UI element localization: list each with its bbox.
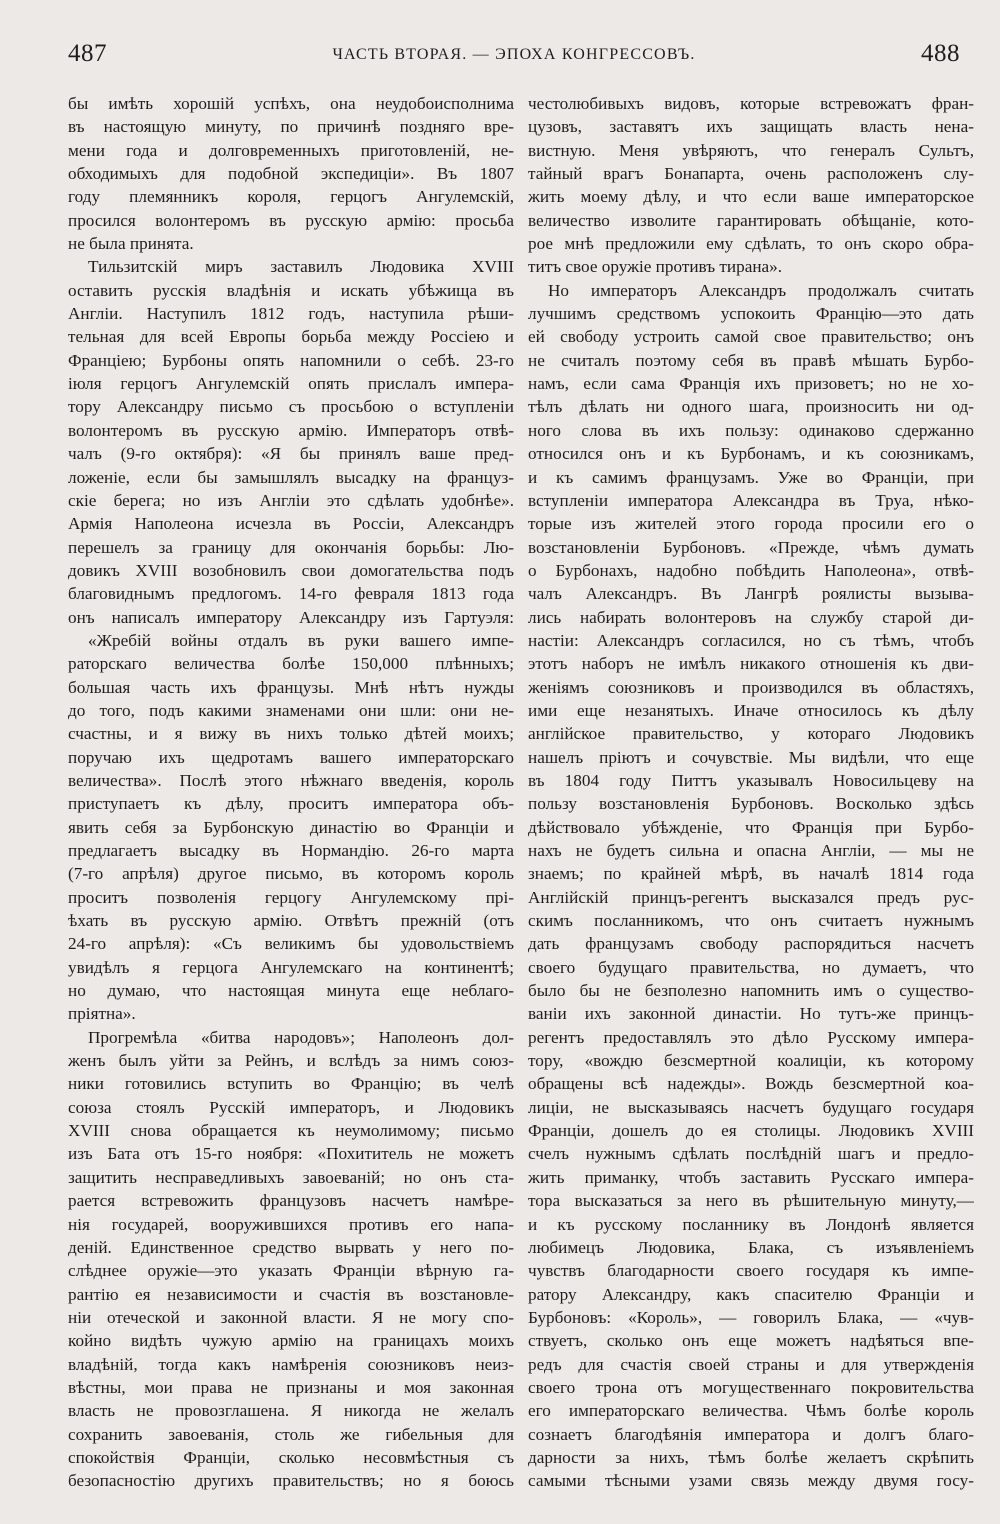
text-line: тору, «вождю безсмертной коалиціи, къ которому xyxy=(528,1051,974,1071)
text-line: его императорскаго величества. Чѣмъ болѣе король xyxy=(528,1401,974,1421)
text-line: Англіи. Наступилъ 1812 годъ, наступила рѣши- xyxy=(68,304,514,324)
text-line: до того, подъ какими знаменами они шли: они не- xyxy=(68,700,514,720)
text-line: мени года и долговременныхъ приготовленій, не- xyxy=(68,140,514,160)
text-line: не была принята. xyxy=(68,234,194,254)
text-line: тору Александру письмо съ просьбою о вступленіи xyxy=(68,397,514,417)
text-line: довикъ XVIII возобновилъ свои домогательства подъ xyxy=(68,560,514,580)
text-line: ратору Александру, какъ спасителю Франціи и xyxy=(528,1284,974,1304)
text-line: величество изволите гарантировать обѣщаніе, кото- xyxy=(528,210,974,230)
text-line: скіе берега; но изъ Англіи это сдѣлать удобнѣе». xyxy=(68,490,514,510)
text-line: но думаю, что настоящая минута еще неблаго- xyxy=(68,981,514,1001)
text-line: защитить несправедливыхъ завоеваній; но онъ ста- xyxy=(68,1167,514,1187)
text-line: благовиднымъ предлогомъ. 14-го февраля 1813 года xyxy=(68,584,514,604)
text-line: было бы не безполезно напомнить имъ о существо- xyxy=(528,981,974,1001)
text-line: увидѣлъ я герцога Ангулемскаго на континентѣ; xyxy=(68,957,514,977)
text-line: ѣхать въ русскую армію. Отвѣтъ прежній (отъ xyxy=(68,911,514,931)
text-line: и къ самимъ французамъ. Уже во Франціи, при xyxy=(528,467,974,487)
text-line: возстановленіи Бурбоновъ. «Прежде, чѣмъ думать xyxy=(528,537,974,557)
running-title: ЧАСТЬ ВТОРАЯ. — ЭПОХА КОНГРЕССОВЪ. xyxy=(332,46,696,63)
text-line: чалъ (9-го октября): «Я бы принялъ ваше пред- xyxy=(68,444,514,464)
text-line: дѣйствовало убѣжденіе, что Франція при Бурбо- xyxy=(528,817,974,837)
right-text-column xyxy=(528,92,974,1493)
text-line: обращены всѣ надежды». Вождь безсмертной коа- xyxy=(528,1074,974,1094)
text-line: ваніи ихъ законной династіи. Но тутъ-же принцъ- xyxy=(528,1004,974,1024)
text-line: дать французамъ свободу распорядиться насчетъ xyxy=(528,934,974,954)
text-line: изъ Бата отъ 15-го ноября: «Похититель не можетъ xyxy=(68,1144,514,1164)
text-line: пользу возстановленія Бурбоновъ. Восколько здѣсь xyxy=(528,794,974,814)
text-line: въ настоящую минуту, по причинѣ поздняго вре- xyxy=(68,117,514,137)
text-line: раторскаго величества болѣе 150,000 плѣнныхъ; xyxy=(68,654,514,674)
text-line: вистную. Меня увѣряютъ, что генералъ Сультъ, xyxy=(528,140,974,160)
text-line: ствуетъ, сколько онъ еще можетъ надѣяться впе- xyxy=(528,1331,974,1351)
text-line: лись набирать волонтеровъ на службу старой ди- xyxy=(528,607,974,627)
text-line: жить приманку, чтобъ заставить Русскаго импера- xyxy=(528,1167,974,1187)
text-line: редъ для счастія своей страны и для утвержденія xyxy=(528,1354,974,1374)
text-line: приступаетъ къ дѣлу, проситъ императора объ- xyxy=(68,794,514,814)
text-line: любимецъ Людовика, Блака, съ изъявленіемъ xyxy=(528,1237,974,1257)
text-line: и къ русскому посланнику въ Лондонѣ является xyxy=(528,1214,974,1234)
text-line: XVIII снова обращается къ неумолимому; письмо xyxy=(68,1121,514,1141)
running-head xyxy=(68,40,960,74)
text-line: власть не провозглашена. Я никогда не желалъ xyxy=(68,1401,514,1421)
text-line: знаемъ; по крайней мѣрѣ, въ началѣ 1814 года xyxy=(528,864,974,884)
text-line: Но императоръ Александръ продолжалъ считать xyxy=(548,280,974,300)
text-line: онъ написалъ императору Александру изъ Гартуэля: xyxy=(68,607,514,627)
text-line: скимъ посланникомъ, что онъ считаетъ нужнымъ xyxy=(528,911,974,931)
text-line: союза стоялъ Русскій императоръ, и Людовикъ xyxy=(68,1097,514,1117)
text-line: относился онъ и къ Бурбонамъ, и къ союзникамъ, xyxy=(528,444,974,464)
text-line: ніи отеческой и законной власти. Я не могу спо- xyxy=(68,1307,514,1327)
text-line: пріятна». xyxy=(68,1004,136,1024)
text-line: просился волонтеромъ въ русскую армію: просьба xyxy=(68,210,514,230)
text-line: нія государей, вооружившихся противъ его напа- xyxy=(68,1214,514,1234)
text-line: самыми тѣсными узами связь между двумя госу- xyxy=(528,1471,974,1491)
text-line: тѣлъ дѣлать ни одного шага, произносить ни од- xyxy=(528,397,974,417)
text-line: 24-го апрѣля): «Съ великимъ бы удовольствіемъ xyxy=(68,934,514,954)
text-line: настіи: Александръ согласился, но съ тѣмъ, чтобъ xyxy=(528,630,974,650)
left-text-column xyxy=(68,92,514,1493)
text-line: не считалъ поэтому себя въ правѣ мѣшать Бурбо- xyxy=(528,350,974,370)
text-line: перешелъ за границу для окончанія борьбы: Лю- xyxy=(68,537,514,557)
text-line: безопасностію другихъ правительствъ; но я боюсь xyxy=(68,1471,514,1491)
text-line: большая часть ихъ французы. Мнѣ нѣтъ нужды xyxy=(68,677,514,697)
text-line: слѣднее оружіе—это указать Франціи вѣрную га- xyxy=(68,1261,514,1281)
text-line: регентъ предоставлялъ это дѣло Русскому импера- xyxy=(528,1027,974,1047)
text-line: (7-го апрѣля) другое письмо, въ которомъ король xyxy=(68,864,514,884)
text-line: дарности за нихъ, тѣмъ болѣе желаетъ скрѣпить xyxy=(528,1447,974,1467)
text-line: вѣстны, мои права не признаны и моя законная xyxy=(68,1377,514,1397)
text-line: нашелъ пріютъ и сочувствіе. Мы видѣли, что еще xyxy=(528,747,974,767)
text-line: рое мнѣ предложили ему сдѣлать, то онъ скоро обра- xyxy=(528,234,974,254)
text-line: о Бурбонахъ, надобно побѣдить Наполеона», отвѣ- xyxy=(528,560,974,580)
text-line: оставить русскія владѣнія и искать убѣжища въ xyxy=(68,280,514,300)
page-number-left: 487 xyxy=(68,40,107,67)
text-line: проситъ позволенія герцогу Ангулемскому прі- xyxy=(68,887,514,907)
text-line: «Жребій войны отдалъ въ руки вашего импе- xyxy=(88,630,514,650)
text-line: счастны, и я вижу въ нихъ только дѣтей моихъ; xyxy=(68,724,514,744)
text-line: деній. Единственное средство вырвать у него по- xyxy=(68,1237,514,1257)
text-line: титъ свое оружіе противъ тирана». xyxy=(528,257,783,277)
text-line: этотъ наборъ не имѣлъ никакого отношенія къ дви- xyxy=(528,654,974,674)
text-line: своего будущаго правительства, но думаетъ, что xyxy=(528,957,974,977)
text-line: бы имѣть хорошій успѣхъ, она неудобоисполнима xyxy=(68,94,514,113)
text-line: жить моему дѣлу, и что если ваше императорское xyxy=(528,187,974,207)
text-line: койно видѣть чужую армію на границахъ моихъ xyxy=(68,1331,514,1351)
text-line: сохранить завоеванія, столь же гибельныя для xyxy=(68,1424,514,1444)
text-line: Англійскій принцъ-регентъ высказался предъ рус- xyxy=(528,887,974,907)
text-line: чувствъ благодарности своего государя къ импе- xyxy=(528,1261,974,1281)
text-line: въ 1804 году Питтъ указывалъ Новосильцеву на xyxy=(528,770,974,790)
text-line: нахъ не будетъ сильна и опасна Англіи, — мы не xyxy=(528,841,974,860)
text-line: поручаю ихъ щедротамъ вашего императорскаго xyxy=(68,747,514,767)
text-line: Тильзитскій миръ заставилъ Людовика XVIII xyxy=(88,257,514,277)
text-line: своего трона отъ могущественнаго покровительства xyxy=(528,1377,974,1397)
text-line: торые изъ жителей этого города просили его о xyxy=(528,514,974,534)
text-line: предлагаетъ высадку въ Нормандію. 26-го марта xyxy=(68,841,514,860)
text-line: ного слова въ ихъ пользу: одинаково сдержанно xyxy=(528,420,974,440)
text-line: англійское правительство, у котораго Людовикъ xyxy=(528,724,974,744)
text-line: цузовъ, заставятъ ихъ защищать власть нена- xyxy=(528,117,974,137)
page-number-right: 488 xyxy=(921,40,960,67)
text-line: величества». Послѣ этого нѣжнаго введенія, король xyxy=(68,770,514,790)
text-line: ники готовились вступить во Францію; въ челѣ xyxy=(68,1074,514,1094)
text-line: чалъ Александръ. Въ Лангрѣ роялисты вызыва- xyxy=(528,584,974,604)
text-line: волонтеромъ въ русскую армію. Императоръ отвѣ- xyxy=(68,420,514,440)
text-line: Прогремѣла «битва народовъ»; Наполеонъ дол- xyxy=(88,1027,514,1047)
text-line: рантію ея независимости и счастія въ возстановле- xyxy=(68,1284,514,1304)
text-line: лиціи, не высказываясь насчетъ будущаго государя xyxy=(528,1097,974,1117)
text-line: ими еще незанятыхъ. Иначе относилось къ дѣлу xyxy=(528,700,974,720)
text-line: тельная для всей Европы борьба между Россіею и xyxy=(68,327,514,347)
text-line: Франціи, дошелъ до ея столицы. Людовикъ XVIII xyxy=(528,1121,974,1141)
text-line: тайный врагъ Бонапарта, очень расположенъ слу- xyxy=(528,164,974,184)
text-line: женіямъ союзниковъ и производился въ областяхъ, xyxy=(528,677,974,697)
text-line: Бурбоновъ: «Король», — говорилъ Блака, — «чув- xyxy=(528,1307,974,1327)
text-line: счелъ нужнымъ сдѣлать послѣдній шагъ и предло- xyxy=(528,1144,974,1164)
text-line: намъ, если сама Франція ихъ призоветъ; но не хо- xyxy=(528,374,974,394)
text-line: владѣній, тогда какъ намѣренія союзниковъ неиз- xyxy=(68,1354,514,1374)
text-line: Франціею; Бурбоны опять напомнили о себѣ. 23-го xyxy=(68,350,514,370)
text-line: Армія Наполеона исчезла въ Россіи, Александръ xyxy=(68,514,514,534)
text-line: обходимыхъ для подобной экспедиціи». Въ 1807 xyxy=(68,164,514,184)
text-line: явить себя за Бурбонскую династію во Франціи и xyxy=(68,817,514,837)
text-line: ей свободу устроить самой свое правительство; онъ xyxy=(528,327,974,347)
text-line: ложеніе, если бы замышлялъ высадку на француз- xyxy=(68,467,514,487)
text-line: году племянникъ короля, герцогъ Ангулемскій, xyxy=(68,187,514,207)
text-line: спокойствія Франціи, сколько несовмѣстныя съ xyxy=(68,1447,514,1467)
text-line: тора высказаться за него въ рѣшительную минуту,— xyxy=(528,1191,974,1211)
text-line: женъ былъ уйти за Рейнъ, и вслѣдъ за нимъ союз- xyxy=(68,1051,514,1071)
text-line: рается встревожить французовъ насчетъ намѣре- xyxy=(68,1191,514,1211)
text-line: вступленіи императора Александра въ Труа, нѣко- xyxy=(528,490,974,510)
text-line: честолюбивыхъ видовъ, которые встревожатъ фран- xyxy=(528,94,974,113)
text-line: лучшимъ средствомъ успокоить Францію—это дать xyxy=(528,304,974,324)
text-line: сознаетъ благодѣянія императора и долгъ благо- xyxy=(528,1424,974,1444)
text-line: іюля герцогъ Ангулемскій опять прислалъ импера- xyxy=(68,374,514,394)
